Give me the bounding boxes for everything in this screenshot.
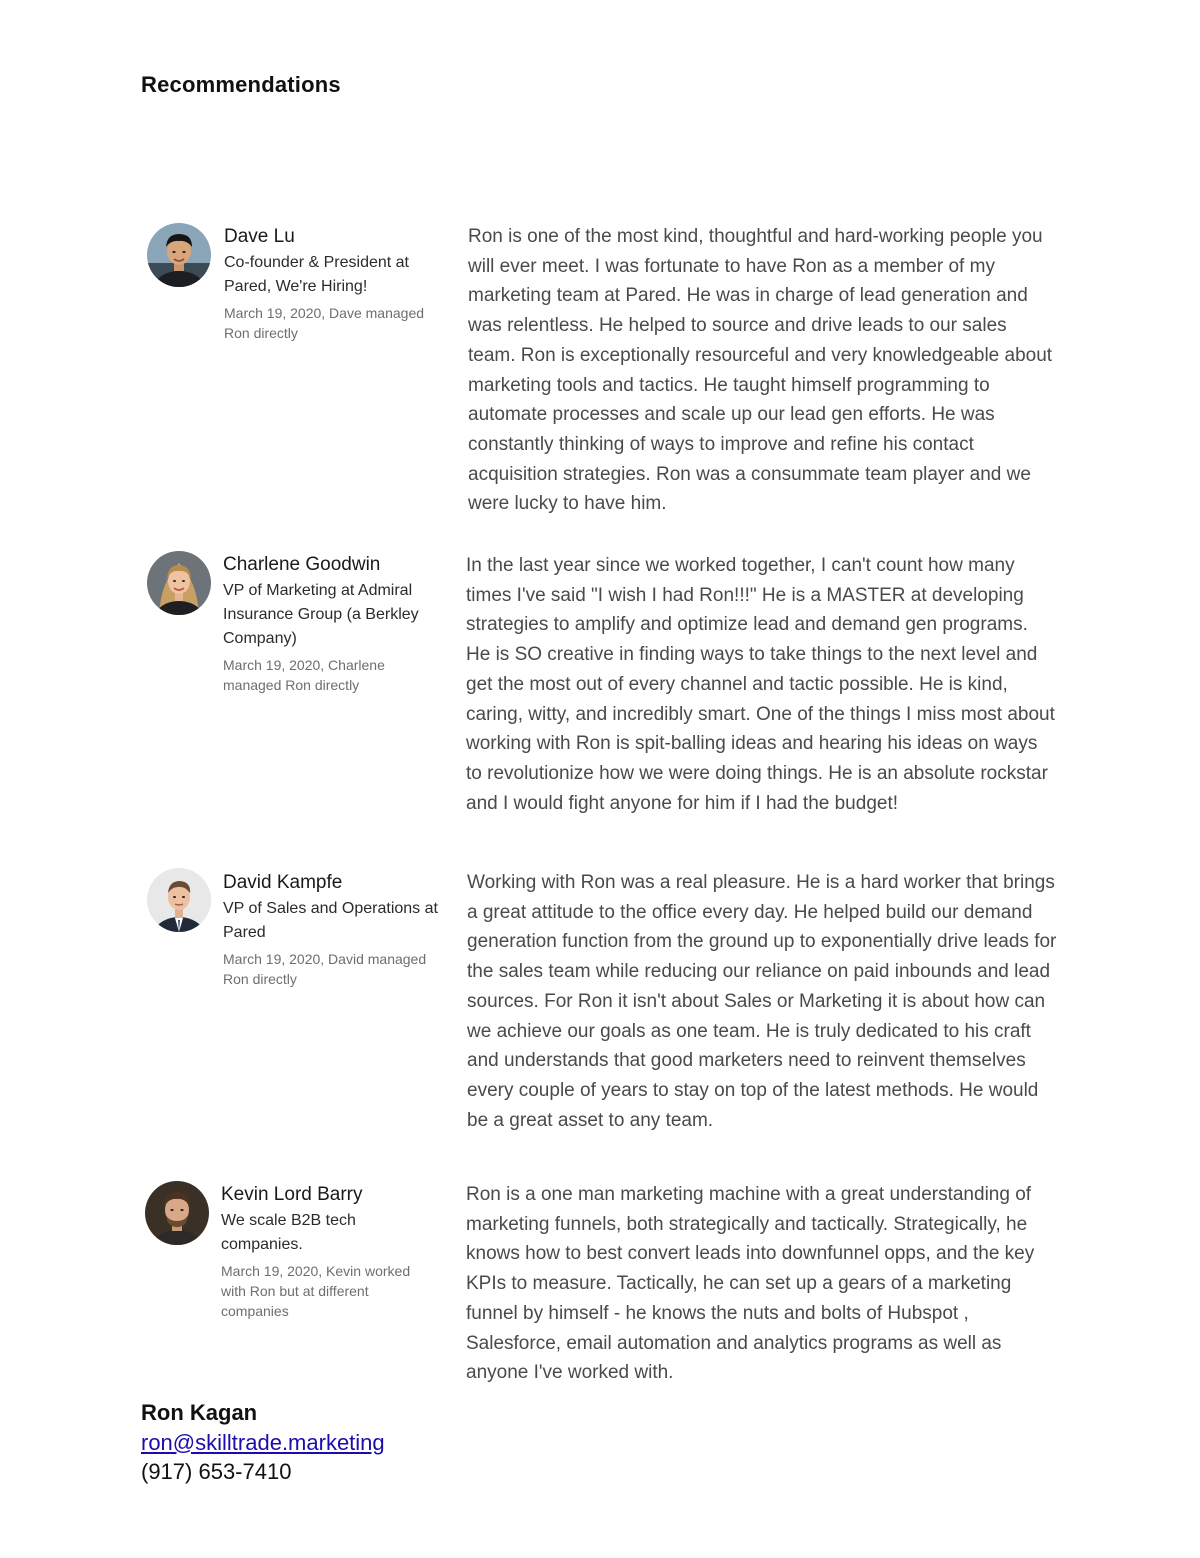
recommendation-date: March 19, 2020, David managed Ron directly bbox=[223, 951, 427, 987]
page-title: Recommendations bbox=[141, 72, 341, 97]
recommendation-text: Ron is a one man marketing machine with a great understanding of marketing funnels, both strategically and tactically. Strategically, he knows how to best convert leads into downfunnel opps, and the key KPIs to measure. Tactically, he can set up a gears of a marketing funnel by himself - he knows the nuts and bolts of Hubspot , Salesforce, email automation and analytics programs as well as anyone I've worked with. bbox=[466, 1184, 1035, 1384]
recommender-name: Charlene Goodwin bbox=[223, 554, 381, 575]
recommender-info bbox=[221, 1182, 426, 1321]
david-kampfe-avatar bbox=[147, 868, 211, 932]
recommendation-date: March 19, 2020, Charlene managed Ron directly bbox=[223, 657, 385, 693]
recommender-name: Kevin Lord Barry bbox=[221, 1184, 363, 1205]
recommender-headline: VP of Sales and Operations at Pared bbox=[223, 900, 438, 941]
recommendation-text: Working with Ron was a real pleasure. He is a hard worker that brings a great attitude to the office every day. He helped build our demand generation function from the ground up to exponentially drive leads for the sales team while reducing our reliance on paid inbounds and lead sources. For Ron it isn't about Sales or Marketing it is about how can we achieve our goals as one team. He is truly dedicated to his craft and understands that good marketers need to reinvent themselves every couple of years to stay on top of the latest methods. He would be a great asset to any team. bbox=[467, 872, 1057, 1131]
contact-name: Ron Kagan bbox=[141, 1400, 258, 1425]
person-avatar-icon bbox=[145, 1181, 209, 1245]
recommender-info bbox=[223, 870, 438, 989]
person-avatar-icon bbox=[147, 551, 211, 615]
recommendation-text: In the last year since we worked together, I can't count how many times I've said "I wish I had Ron!!!" He is a MASTER at developing strategies to amplify and optimize lead and demand gen programs. He is SO creative in finding ways to take things to the next level and get the most out of every channel and tactic possible. He is kind, caring, witty, and incredibly smart. One of the things I miss most about working with Ron is spit-balling ideas and hearing his ideas on ways to revolutionize how we were doing things. He is an absolute rockstar and I would fight anyone for him if I had the budget! bbox=[466, 555, 1055, 814]
recommender-headline: We scale B2B tech companies. bbox=[221, 1212, 356, 1253]
person-avatar-icon bbox=[147, 868, 211, 932]
recommender-name: Dave Lu bbox=[224, 226, 295, 247]
recommender-name: David Kampfe bbox=[223, 872, 343, 893]
contact-footer bbox=[141, 1398, 385, 1487]
contact-phone: (917) 653-7410 bbox=[141, 1459, 292, 1484]
charlene-goodwin-avatar bbox=[147, 551, 211, 615]
dave-lu-avatar bbox=[147, 223, 211, 287]
recommendation-text: Ron is one of the most kind, thoughtful and hard-working people you will ever meet. I was fortunate to have Ron as a member of my marketing team at Pared. He was in charge of lead generation and was relentless. He helped to source and drive leads to our sales team. Ron is exceptionally resourceful and very knowledgeable about marketing tools and tactics. He taught himself programming to automate processes and scale up our lead gen efforts. He was constantly thinking of ways to improve and refine his contact acquisition strategies. Ron was a consummate team player and we were lucky to have him. bbox=[468, 226, 1053, 515]
recommender-headline: VP of Marketing at Admiral Insurance Group (a Berkley Company) bbox=[223, 582, 419, 647]
person-avatar-icon bbox=[147, 223, 211, 287]
recommender-info bbox=[223, 552, 438, 695]
kevin-lord-barry-avatar bbox=[145, 1181, 209, 1245]
recommender-headline: Co-founder & President at Pared, We're Hiring! bbox=[224, 254, 409, 295]
recommender-info bbox=[224, 224, 439, 343]
recommendation-date: March 19, 2020, Kevin worked with Ron but at different companies bbox=[221, 1263, 411, 1319]
recommendation-date: March 19, 2020, Dave managed Ron directly bbox=[224, 305, 425, 341]
contact-email-link[interactable]: ron@skilltrade.marketing bbox=[141, 1429, 385, 1455]
